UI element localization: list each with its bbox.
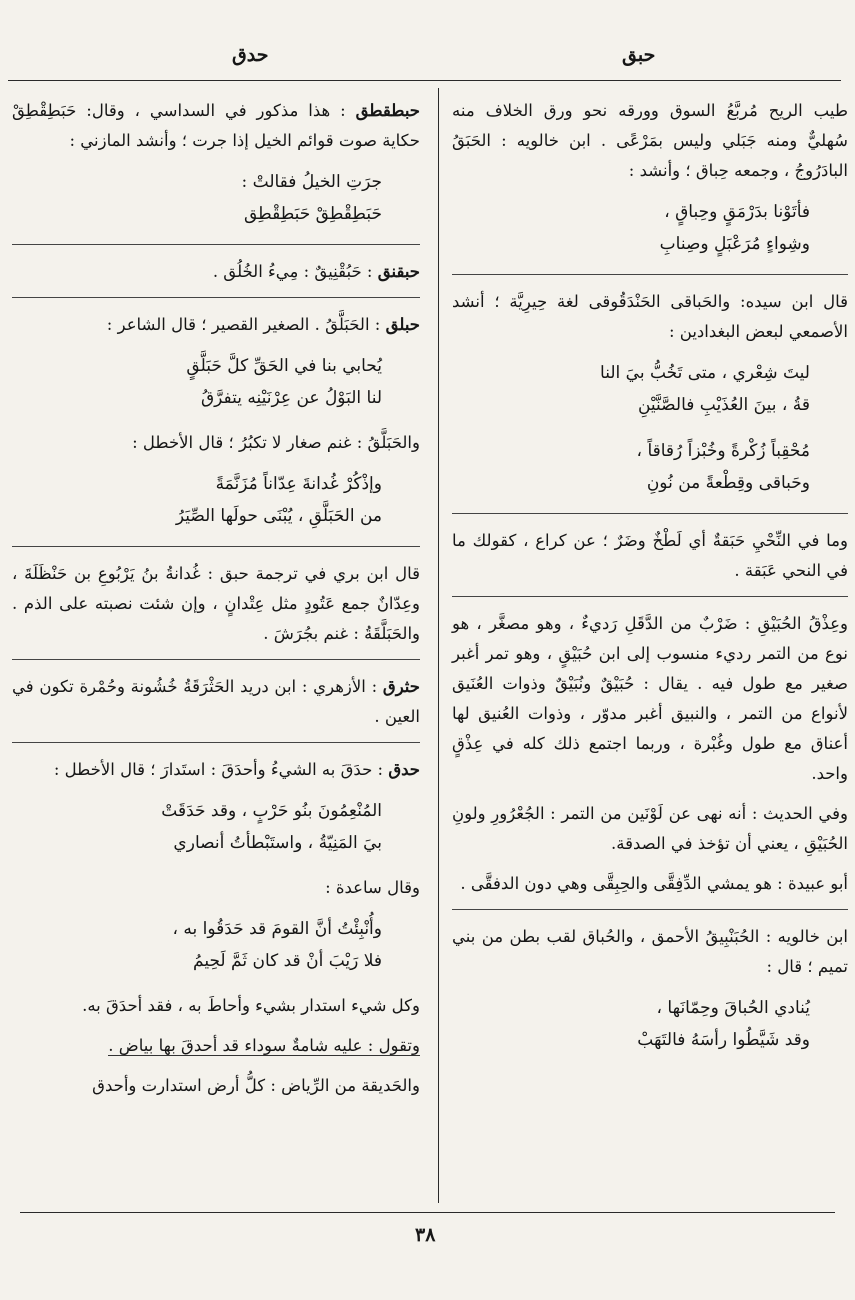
right-column-header: حبق <box>622 44 656 66</box>
headword: حبطقطق <box>355 101 420 120</box>
verse <box>12 468 420 532</box>
verse <box>452 992 848 1056</box>
entry-hadaq <box>12 755 420 785</box>
underlined-text: وتقول : عليه شامةٌ سوداء قد أحدقَ بها بياض . <box>108 1036 420 1055</box>
paragraph: قال ابن بري في ترجمة حبق : غُدانةُ بنُ يَرْبُوعِ بن حَنْظَلَةَ ، وعِدّانٌ جمع عَتُودٍ مثل عِتْدانٍ ، وإن شئت نصبته على الذم . والحَبَلَّقَةُ : غنم بجُرَشَ . <box>12 564 420 643</box>
verse-line: قةُ ، بينَ العُذَيْبِ فالصَّنَّيْنِ <box>637 395 810 415</box>
entry-hablaq <box>12 310 420 340</box>
entry-text: : الحَبَلَّقُ . الصغير القصير ؛ قال الشاعر : <box>106 315 386 334</box>
verse-line: يُنادي الحُباقَ وحِمّانَها ، <box>656 998 810 1018</box>
entry-separator <box>452 274 848 275</box>
paragraph: وقال ساعدة : <box>325 878 420 897</box>
header-rule <box>8 80 841 81</box>
verse <box>12 913 420 977</box>
paragraph: طيب الريح مُربَّعُ السوق وورقه نحو ورق الخلاف منه سُهليٌّ ومنه جَبَلي وليس بمَرْعًى . ابن خالويه : الحَبَقُ البادَرُوجُ ، وجمعه حِباق ؛ وأنشد : <box>452 101 848 180</box>
entry-separator <box>12 244 420 245</box>
entry-habqanaq <box>12 257 420 287</box>
verse-line: فأتَوْنا بدَرْمَقٍ وحِباقٍ ، <box>664 202 810 222</box>
entry-separator <box>12 546 420 547</box>
verse-line: حَبَطِقْطِقْ حَبَطِقْطِق <box>243 204 382 224</box>
column-divider <box>438 88 439 1203</box>
verse-line: المُنْعِمُونَ بنُو حَرْبٍ ، وقد حَدَقَتْ <box>161 801 382 821</box>
verse-line: وإذْكُرْ غُدانةَ عِدّاناً مُزَنَّمَةً <box>215 474 382 494</box>
entry-separator <box>12 659 420 660</box>
page-number: ٣٨ <box>415 1224 436 1246</box>
paragraph: والحَبَلَّقُ : غنم صغار لا تكبُرُ ؛ قال الأخطل : <box>132 433 420 452</box>
entry-separator <box>452 909 848 910</box>
left-column-header: حدق <box>232 44 269 66</box>
entry-text: : هذا مذكور في السداسي ، وقال: حَبَطِقْطِقْ حكاية صوت قوائم الخيل إذا جرت ؛ وأنشد المازني : <box>12 101 420 150</box>
entry-text: : الأزهري : ابن دريد الحَثْرَقَةُ خُشُونة وحُمْرة تكون في العين . <box>12 677 420 726</box>
verse <box>452 357 848 421</box>
entry-separator <box>452 513 848 514</box>
verse-line: ليتَ شِعْري ، متى تَخُبُّ بيَ النا <box>600 363 810 383</box>
verse-line: وأُنْبِئْتُ أنَّ القومَ قد حَدَقُوا به ، <box>172 919 382 939</box>
verse-line: وقد شَيَّطُوا رأسَهُ فالتَهَبْ <box>637 1030 810 1050</box>
entry-habatiqtiq <box>12 96 420 156</box>
verse <box>452 435 848 499</box>
entry-hathraq <box>12 672 420 732</box>
verse-line: يُحابي بنا في الحَقِّ كلَّ حَبَلَّقٍ <box>186 356 382 376</box>
paragraph: وما في النِّحْيِ حَبَقةٌ أي لَطْخٌ وضَرٌ ؛ عن كراع ، كقولك ما في النحي عَبَقة . <box>452 531 848 580</box>
verse-line: بيَ المَنِيّةُ ، واستَبْطأتُ أنصاري <box>173 833 382 853</box>
verse <box>12 350 420 414</box>
entry-separator <box>12 297 420 298</box>
verse-line: لنا البَوْلُ عن عِرْنَيْنِه يتفرَّقُ <box>200 388 382 408</box>
paragraph: وكل شيء استدار بشيء وأحاطَ به ، فقد أحدَقَ به. <box>82 996 420 1015</box>
paragraph: أبو عبيدة : هو يمشي الدِّفِقَّى والحِبِقَّى وهي دون الدفقَّى . <box>460 874 848 893</box>
headword: حثرق <box>382 677 420 696</box>
paragraph: وعِذْقُ الحُبَيْقِ : ضَرْبٌ من الدَّقَلِ رَديءٌ ، وهو مصغَّر ، هو نوع من التمر رديء منسوب إلى ابن حُبَيْقٍ ، وهو تمر أغبر صغير مع طول فيه . يقال : حُبَيْقٌ ونُبَيْقٌ وذوات العُنَيق لأنواع من التمر ، والنبيق أغبر مدوّر ، وذوات العُنيق لها أعناق مع طول وغُبْرة ، وربما اجتمع ذلك كله في عِذْقٍ واحد. <box>452 614 848 783</box>
headword: حبلق <box>385 315 420 334</box>
entry-separator <box>12 742 420 743</box>
headword: حبقنق <box>377 262 420 281</box>
verse-line: وحَباقى وقِطْعةً من نُونِ <box>646 473 810 493</box>
paragraph: ابن خالويه : الحُبَنْبِيقُ الأحمق ، والحُباق لقب بطن من بني تميم ؛ قال : <box>452 927 848 976</box>
paragraph: قال ابن سيده: والحَباقى الحَنْدَقُوقى لغة حِيرِيَّة ؛ أنشد الأصمعي لبعض البغدادين : <box>452 292 848 341</box>
left-column <box>12 96 420 1111</box>
verse-line: جرَتِ الخيلُ فقالتْ : <box>241 172 382 192</box>
entry-separator <box>452 596 848 597</box>
headword: حدق <box>388 760 420 779</box>
verse-line: مُحْقِباً زُكْرةً وخُبْزاً رُقاقاً ، <box>636 441 810 461</box>
right-column <box>452 96 848 1070</box>
verse <box>12 166 420 230</box>
paragraph: والحَديقة من الرِّياض : كلُّ أرض استدارت وأحدق <box>92 1076 420 1095</box>
paragraph: وفي الحديث : أنه نهى عن لَوْنَين من التمر : الجُعْرُورِ ولونِ الحُبَيْقِ ، يعني أن تؤخذ في الصدقة. <box>452 804 848 853</box>
footer-rule <box>20 1212 835 1213</box>
verse-line: من الحَبَلَّقِ ، يُبْنَى حولَها الصِّيَرُ <box>175 506 382 526</box>
verse <box>12 795 420 859</box>
verse <box>452 196 848 260</box>
entry-text: : حدَقَ به الشيءُ وأحدَقَ : استَدارَ ؛ قال الأخطل : <box>53 760 389 779</box>
entry-text: : حَبُقْنِيقٌ : مِيءُ الخُلُق . <box>212 262 378 281</box>
paragraph <box>12 1031 420 1061</box>
verse-line: فلا رَيْبَ أنْ قد كان ثَمَّ لَحِيمُ <box>193 951 382 971</box>
verse-line: وشِواءٍ مُرَعْبَلٍ وصِنابِ <box>659 234 810 254</box>
